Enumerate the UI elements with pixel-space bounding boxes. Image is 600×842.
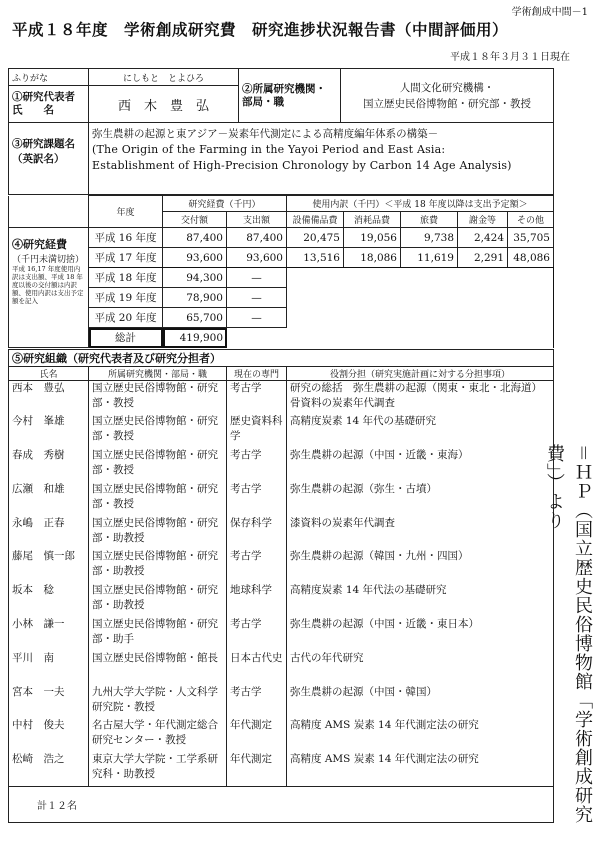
member-field: 考古学 [227,448,287,482]
hdr-other: その他 [508,212,554,228]
member-affiliation: 国立歴史民俗博物館・研究部・教授 [89,448,227,482]
representative-label: ①研究代表者 氏 名 [9,86,89,123]
member-affiliation: 名古屋大学・年代測定総合研究センター・教授 [89,718,227,752]
member-name: 松崎 浩之 [9,752,89,786]
member-affiliation: 九州大学大学院・人文科学研究院・教授 [89,685,227,719]
member-name: 平川 南 [9,651,89,685]
member-affiliation: 国立歴史民俗博物館・研究部・教授 [89,381,227,415]
row1-consum: 18,086 [344,248,401,268]
funding-table [8,195,554,348]
member-row [9,583,554,617]
member-name: 藤尾 慎一郎 [9,549,89,583]
member-name: 西本 豊弘 [9,381,89,415]
org-hdr-role: 役割分担（研究実施計画に対する分担事項） [287,367,554,381]
funding-label-cell [9,228,89,348]
row0-grant: 87,400 [163,228,227,248]
info-table [8,68,554,195]
member-role: 弥生農耕の起源（中国・近畿・東日本） [287,617,554,651]
org-hdr-name: 氏名 [9,367,89,381]
member-row [9,651,554,685]
member-name: 坂本 稔 [9,583,89,617]
member-row [9,617,554,651]
member-count: 計１２名 [9,786,554,822]
row0-consum: 19,056 [344,228,401,248]
row3-year: 平成 19 年度 [89,288,163,308]
member-field: 考古学 [227,482,287,516]
col-usage: 使用内訳（千円）＜平成 18 年度以降は支出予定額＞ [287,196,554,212]
row0-other: 35,705 [508,228,554,248]
member-role: 弥生農耕の起源（中国・近畿・東海） [287,448,554,482]
member-row [9,482,554,516]
representative-name: 西 木 豊 弘 [89,86,239,123]
page-tag: 学術創成中間－1 [511,7,588,18]
row3-spent: — [227,288,287,308]
member-field: 保存科学 [227,516,287,550]
row0-spent: 87,400 [227,228,287,248]
hdr-honor: 謝金等 [458,212,508,228]
member-name: 春成 秀樹 [9,448,89,482]
member-name: 中村 俊夫 [9,718,89,752]
member-field: 考古学 [227,381,287,415]
total-value: 419,900 [163,328,227,348]
member-affiliation: 国立歴史民俗博物館・研究部・助教授 [89,516,227,550]
member-name: 宮本 一夫 [9,685,89,719]
organization-members [9,381,554,787]
row2-grant: 94,300 [163,268,227,288]
funding-label: ④研究経費 [12,238,67,251]
row1-grant: 93,600 [163,248,227,268]
member-role: 古代の年代研究 [287,651,554,685]
member-role: 高精度炭素 14 年代の基礎研究 [287,414,554,448]
col-cost: 研究経費（千円） [163,196,287,212]
affiliation-value: 人間文化研究機構・ 国立歴史民俗博物館・研究部・教授 [341,69,554,123]
member-affiliation: 国立歴史民俗博物館・研究部・教授 [89,482,227,516]
member-role: 弥生農耕の起源（中国・韓国） [287,685,554,719]
hdr-grant: 交付額 [163,212,227,228]
furigana-value: にしもと とよひろ [89,69,239,86]
row4-grant: 65,700 [163,308,227,328]
member-role: 弥生農耕の起源（弥生・古墳） [287,482,554,516]
member-field: 年代測定 [227,752,287,786]
row3-grant: 78,900 [163,288,227,308]
member-name: 永嶋 正春 [9,516,89,550]
member-affiliation: 国立歴史民俗博物館・研究部・助手 [89,617,227,651]
member-affiliation: 東京大学大学院・工学系研究科・助教授 [89,752,227,786]
total-label: 総計 [89,328,163,348]
source-note: ＝ＨＰ（国立歴史民俗博物館「学術創成研究費」）より [544,444,593,824]
member-role: 弥生農耕の起源（韓国・九州・四国） [287,549,554,583]
member-field: 考古学 [227,685,287,719]
member-field: 年代測定 [227,718,287,752]
member-row [9,448,554,482]
member-role: 研究の総括 弥生農耕の起源（関東・東北・北海道）骨資料の炭素年代調査 [287,381,554,415]
funding-note: 平成 16,17 年度使用内訳は支出額、平成 18 年度以後の交付額は内訳額、使用内訳は支出予定額を記入 [12,265,84,305]
member-field: 考古学 [227,617,287,651]
member-name: 広瀬 和雄 [9,482,89,516]
member-role: 高精度 AMS 炭素 14 年代測定法の研究 [287,752,554,786]
member-field: 日本古代史 [227,651,287,685]
member-affiliation: 国立歴史民俗博物館・研究部・教授 [89,414,227,448]
row1-year: 平成 17 年度 [89,248,163,268]
member-affiliation: 国立歴史民俗博物館・館長 [89,651,227,685]
member-name: 小林 謙一 [9,617,89,651]
member-field: 歴史資料科学 [227,414,287,448]
furigana-label: ふりがな [9,69,89,86]
member-row [9,685,554,719]
member-row [9,752,554,786]
hdr-equip: 設備備品費 [287,212,344,228]
row0-equip: 20,475 [287,228,344,248]
org-hdr-aff: 所属研究機関・部局・職 [89,367,227,381]
member-row [9,549,554,583]
project-title-en2: Establishment of High-Precision Chronology by Carbon 14 Age Analysis) [92,159,512,172]
row2-spent: — [227,268,287,288]
report-date: 平成１８年３月３１日現在 [450,52,570,63]
member-field: 考古学 [227,549,287,583]
affiliation-label: ②所属研究機関・ 部局・職 [239,69,341,123]
row0-honor: 2,424 [458,228,508,248]
member-role: 漆資料の炭素年代調査 [287,516,554,550]
project-label: ③研究課題名 （英訳名） [9,123,89,195]
row1-travel: 11,619 [401,248,458,268]
member-name: 今村 峯雄 [9,414,89,448]
member-row [9,381,554,415]
organization-table [8,349,554,823]
row1-other: 48,086 [508,248,554,268]
row2-year: 平成 18 年度 [89,268,163,288]
organization-label: ⑤研究組織（研究代表者及び研究分担者） [9,350,554,367]
org-hdr-field: 現在の専門 [227,367,287,381]
row4-year: 平成 20 年度 [89,308,163,328]
member-role: 高精度炭素 14 年代法の基礎研究 [287,583,554,617]
hdr-spent: 支出額 [227,212,287,228]
page-title: 平成１８年度 学術創成研究費 研究進捗状況報告書（中間評価用） [12,20,509,39]
hdr-travel: 旅費 [401,212,458,228]
row1-equip: 13,516 [287,248,344,268]
member-field: 地球科学 [227,583,287,617]
project-title-en1: (The Origin of the Farming in the Yayoi Period and East Asia: [92,143,446,156]
col-year: 年度 [89,196,163,228]
row4-spent: — [227,308,287,328]
member-row [9,718,554,752]
member-row [9,516,554,550]
row1-honor: 2,291 [458,248,508,268]
project-title-ja: 弥生農耕の起源と東アジア－炭素年代測定による高精度編年体系の構築－ [92,128,439,140]
row0-travel: 9,738 [401,228,458,248]
project-title [89,123,554,195]
member-role: 高精度 AMS 炭素 14 年代測定法の研究 [287,718,554,752]
member-affiliation: 国立歴史民俗博物館・研究部・助教授 [89,583,227,617]
row1-spent: 93,600 [227,248,287,268]
funding-sublabel: （千円未満切捨） [12,255,85,265]
hdr-consum: 消耗品費 [344,212,401,228]
member-affiliation: 国立歴史民俗博物館・研究部・助教授 [89,549,227,583]
member-row [9,414,554,448]
row0-year: 平成 16 年度 [89,228,163,248]
